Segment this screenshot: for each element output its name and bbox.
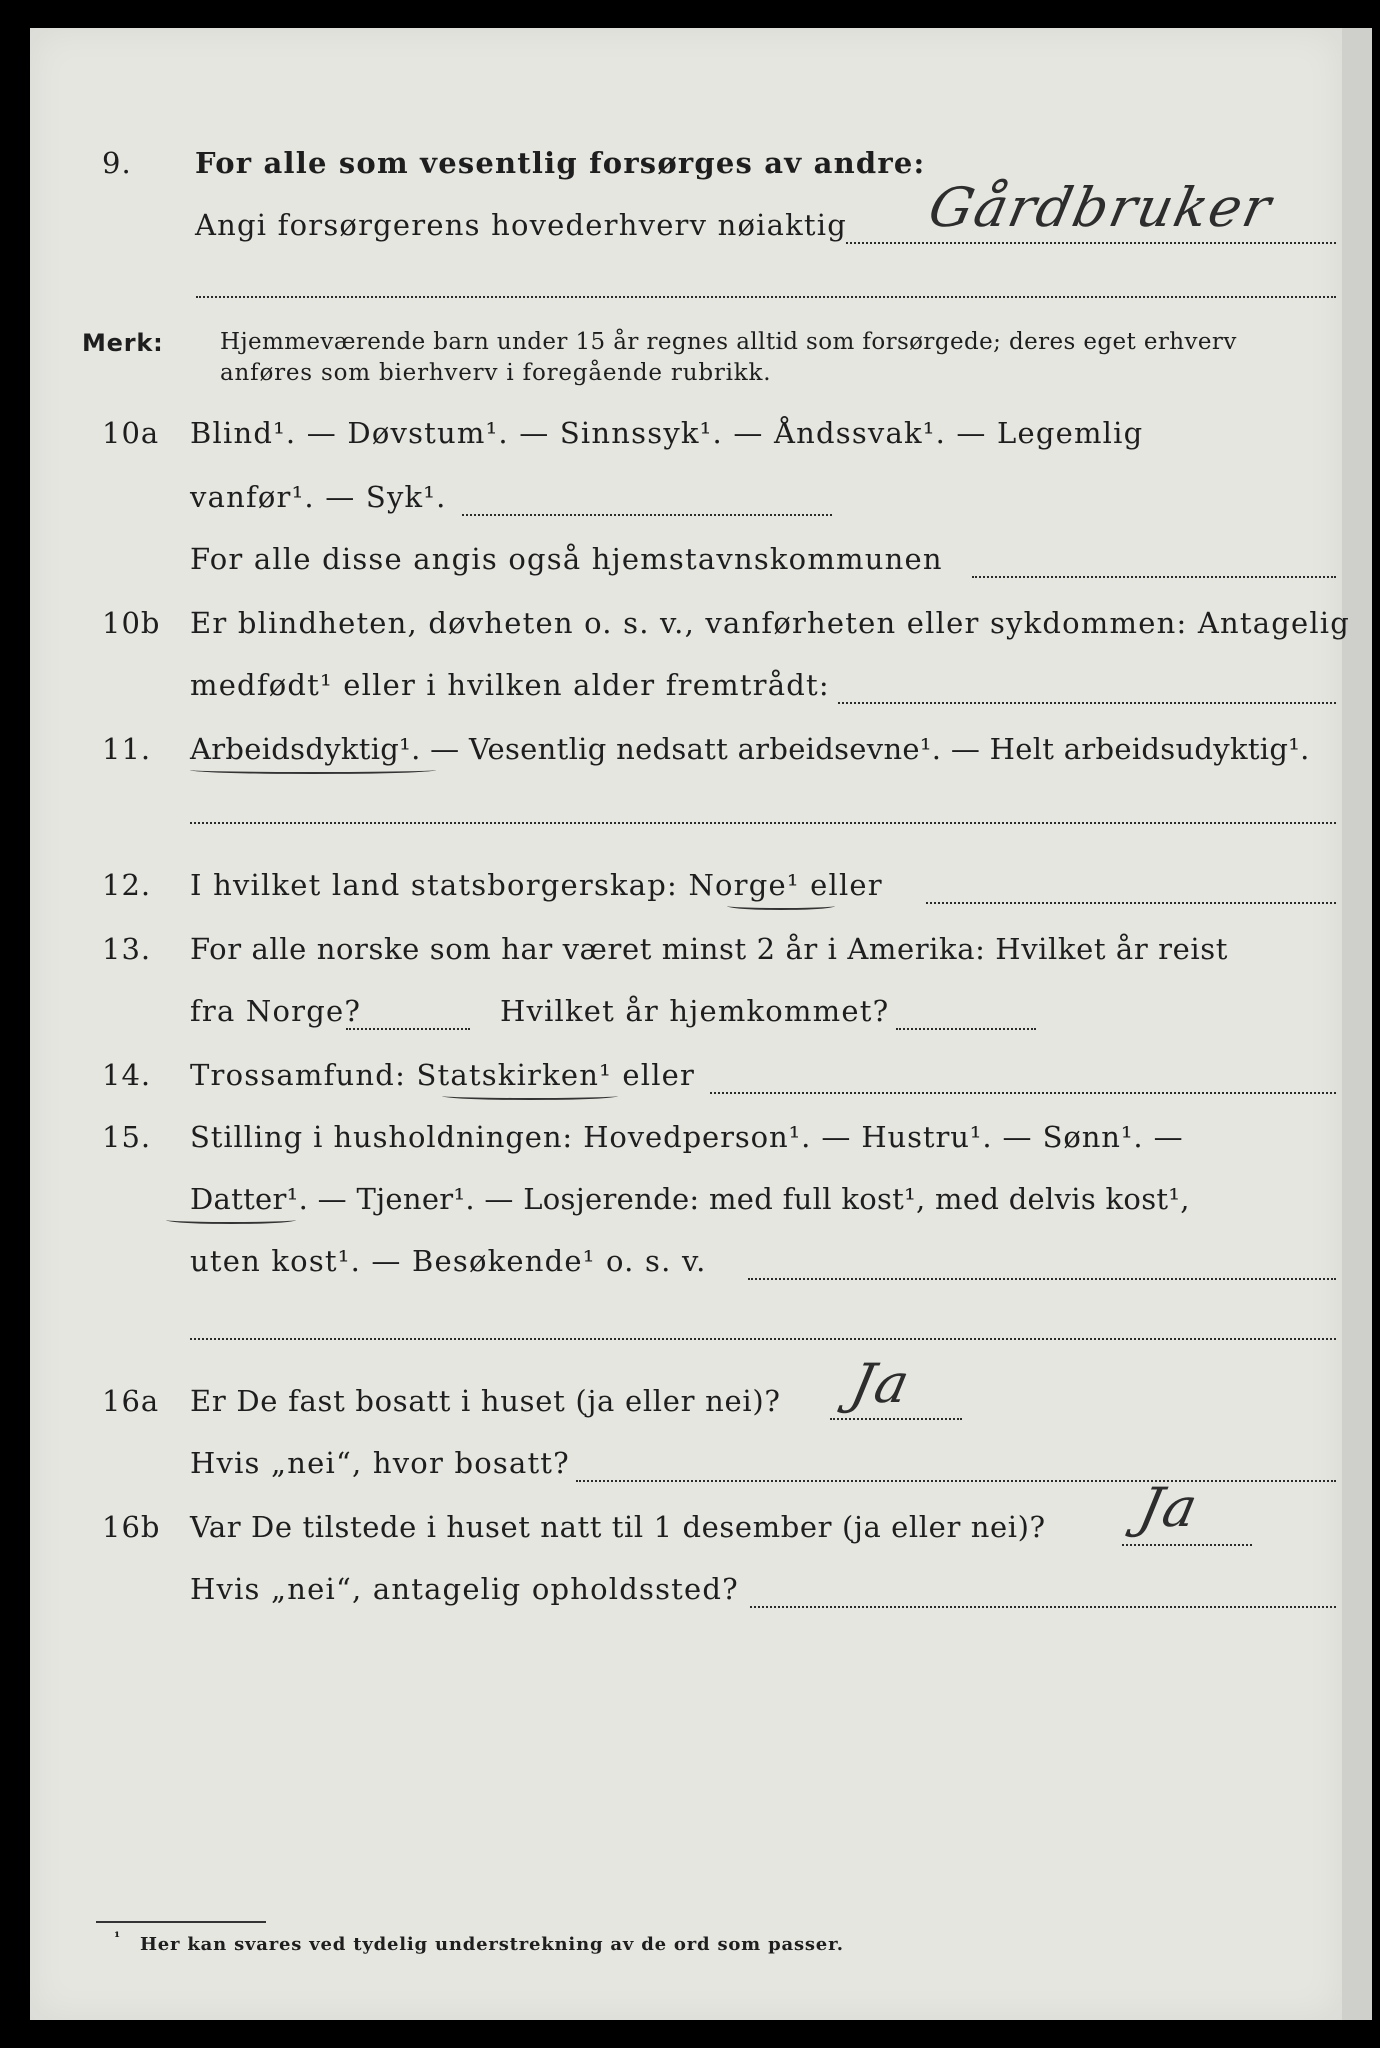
question-text: I hvilket land statsborgerskap: Norge¹ eller [190, 868, 883, 902]
question-text: Hvilket år hjemkommet? [500, 994, 890, 1028]
question-10a-line-3 [30, 532, 1342, 588]
question-10b-line-2 [30, 658, 1342, 714]
question-number: 10b [102, 606, 161, 640]
note-merk-line-2 [30, 348, 1342, 404]
answer-fill-line [846, 242, 1336, 244]
footnote-rule [96, 1921, 266, 1923]
note-text: anføres som bierhverv i foregående rubrikk. [220, 360, 772, 386]
question-number: 10a [102, 416, 160, 450]
answer-fill-line [896, 1028, 1036, 1030]
question-text: Angi forsørgerens hovederhverv nøiaktig [195, 208, 847, 242]
answer-fill-line [972, 576, 1336, 578]
question-12 [30, 858, 1342, 914]
footnote-text: Her kan svares ved tydelig understrekning av de ord som passer. [140, 1934, 844, 1955]
question-16b [30, 1476, 1342, 1556]
answer-fill-line [710, 1092, 1336, 1094]
answer-fill-line [748, 1278, 1336, 1280]
question-number: 12. [102, 868, 152, 902]
question-number: 16a [102, 1384, 160, 1418]
question-text: Blind¹. — Døvstum¹. — Sinnssyk¹. — Åndssvak¹. — Legemlig [190, 416, 1144, 450]
question-13 [30, 922, 1342, 978]
footnote-mark: ¹ [114, 1930, 121, 1946]
selection-underline [166, 1216, 296, 1224]
selection-underline [190, 766, 436, 774]
question-10a-line-2 [30, 470, 1342, 526]
question-text: Var De tilstede i huset natt til 1 desember (ja eller nei)? [190, 1510, 1046, 1544]
question-9-line-2 [30, 176, 1342, 254]
question-text: fra Norge? [190, 994, 362, 1028]
question-13-line-2 [30, 984, 1342, 1040]
page-edge [1342, 28, 1372, 2020]
question-text: Er De fast bosatt i huset (ja eller nei)? [190, 1384, 781, 1418]
selection-underline [727, 902, 835, 910]
question-number: 16b [102, 1510, 161, 1544]
question-number: 14. [102, 1058, 152, 1092]
census-form-page [30, 28, 1351, 2020]
question-text: Datter¹. — Tjener¹. — Losjerende: med full kost¹, med delvis kost¹, [190, 1182, 1190, 1216]
answer-fill-line [190, 822, 1336, 824]
question-15-line-3 [30, 1234, 1342, 1290]
answer-fill-line [196, 296, 1336, 298]
question-text: Hvis „nei“, antagelig opholdssted? [190, 1572, 739, 1606]
question-text: Arbeidsdyktig¹. — Vesentlig nedsatt arbeidsevne¹. — Helt arbeidsudyktig¹. [190, 732, 1310, 766]
answer-fill-line [576, 1480, 1336, 1482]
handwritten-answer: Gårdbruker [923, 176, 1279, 239]
note-label: Merk: [82, 329, 164, 357]
question-text: Stilling i husholdningen: Hovedperson¹. — Hustru¹. — Sønn¹. — [190, 1120, 1184, 1154]
question-number: 15. [102, 1120, 152, 1154]
question-15 [30, 1110, 1342, 1166]
answer-fill-line [462, 514, 832, 516]
question-text: For alle disse angis også hjemstavnskommunen [190, 542, 943, 576]
question-16a [30, 1352, 1342, 1430]
question-number: 11. [102, 732, 152, 766]
answer-fill-line [1122, 1544, 1252, 1546]
answer-fill-line [346, 1028, 470, 1030]
question-number: 13. [102, 932, 152, 966]
question-11 [30, 722, 1342, 778]
question-10b [30, 596, 1351, 652]
question-16b-line-2 [30, 1562, 1342, 1618]
question-number: 9. [102, 146, 132, 180]
answer-fill-line [926, 902, 1336, 904]
question-14 [30, 1048, 1342, 1104]
question-text: Trossamfund: Statskirken¹ eller [190, 1058, 696, 1092]
handwritten-answer: Ja [845, 1352, 917, 1415]
question-text: medfødt¹ eller i hvilken alder fremtrådt: [190, 668, 830, 702]
question-text: Er blindheten, døvheten o. s. v., vanførheten eller sykdommen: Antagelig [190, 606, 1351, 640]
question-text: For alle norske som har været minst 2 år i Amerika: Hvilket år reist [190, 932, 1228, 966]
handwritten-answer: Ja [1133, 1476, 1205, 1539]
answer-fill-line [750, 1606, 1336, 1608]
selection-underline [442, 1092, 618, 1100]
question-text: For alle som vesentlig forsørges av andre: [195, 146, 926, 180]
answer-fill-line [830, 1418, 962, 1420]
question-text: uten kost¹. — Besøkende¹ o. s. v. [190, 1244, 707, 1278]
answer-fill-line [838, 702, 1336, 704]
note-text: Hjemmeværende barn under 15 år regnes alltid som forsørgede; deres eget erhverv [220, 329, 1237, 355]
question-text: vanfør¹. — Syk¹. [190, 480, 447, 514]
footnote [114, 1930, 844, 1955]
question-10a [30, 406, 1342, 462]
question-15-line-2 [30, 1172, 1342, 1228]
question-text: Hvis „nei“, hvor bosatt? [190, 1446, 570, 1480]
answer-fill-line [190, 1338, 1336, 1340]
